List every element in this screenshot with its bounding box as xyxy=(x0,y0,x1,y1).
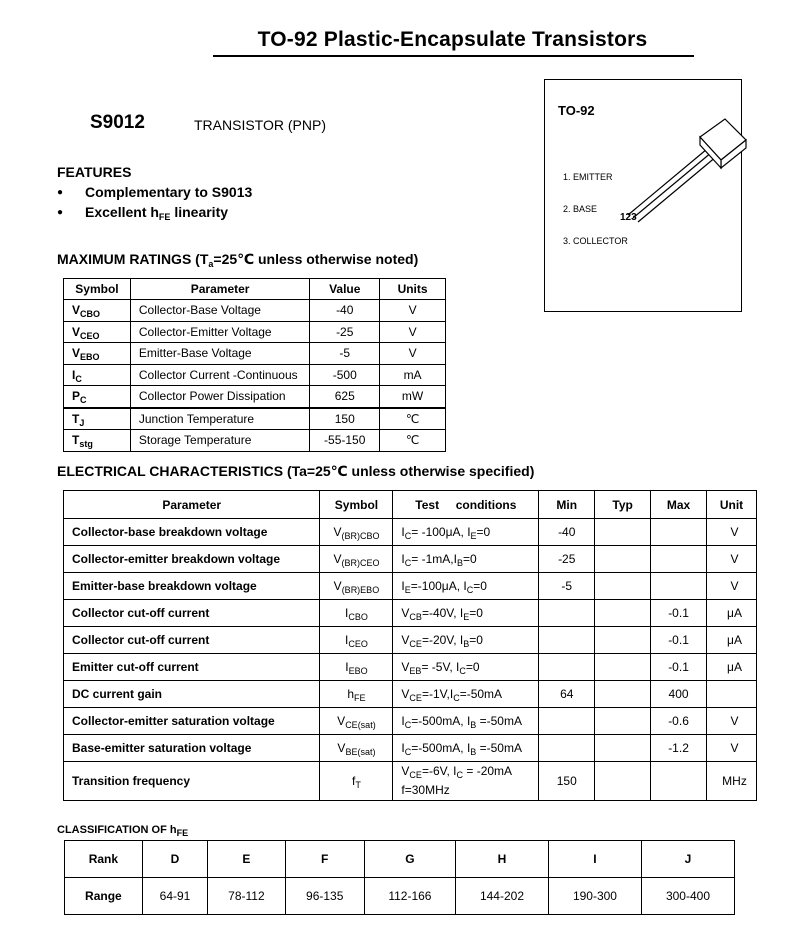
header-cell: Unit xyxy=(706,491,756,519)
rank-cell: I xyxy=(548,841,641,878)
condition-line: $V_{CE}=-6V$, $I_C = -20mA$ xyxy=(401,764,513,780)
parameter-cell: Emitter cut-off current xyxy=(64,654,320,681)
value-cell: -500 xyxy=(310,364,380,386)
table-row xyxy=(64,300,446,322)
header-cell: Parameter xyxy=(64,491,320,519)
range-cell: 78-112 xyxy=(208,878,285,915)
table-row xyxy=(64,573,757,600)
table-row xyxy=(64,735,757,762)
electrical-heading: ELECTRICAL CHARACTERISTICS (Ta=25℃ unless otherwise specified) xyxy=(57,463,535,479)
condition-line: $I_C=-500mA$, $I_B =-50mA$ xyxy=(401,713,522,730)
unit-cell: μA xyxy=(706,627,756,654)
table-row xyxy=(64,546,757,573)
symbol-cell: $T_J$ xyxy=(64,408,131,430)
typ-cell xyxy=(595,546,651,573)
feature-item xyxy=(57,204,228,220)
min-cell: -5 xyxy=(539,573,595,600)
table-row xyxy=(64,321,446,343)
unit-cell: V xyxy=(706,519,756,546)
condition-line: $V_{CE}=-1V,I_C=-50mA$ xyxy=(401,686,503,703)
typ-cell xyxy=(595,735,651,762)
feature-item xyxy=(57,184,252,200)
table-row xyxy=(64,627,757,654)
condition-cell xyxy=(393,573,539,600)
page-title: TO-92 Plastic-Encapsulate Transistors xyxy=(257,28,648,51)
typ-cell xyxy=(595,519,651,546)
table-row xyxy=(64,654,757,681)
parameter-cell: Storage Temperature xyxy=(130,430,309,452)
symbol-cell: $V_{CE(sat)}$ xyxy=(320,708,393,735)
part-description: TRANSISTOR (PNP) xyxy=(194,117,326,133)
bullet-icon: ● xyxy=(57,187,64,198)
min-cell: 64 xyxy=(539,681,595,708)
table-header-row xyxy=(64,491,757,519)
unit-cell: V xyxy=(706,573,756,600)
min-cell: -25 xyxy=(539,546,595,573)
unit-cell: V xyxy=(706,735,756,762)
pin-label-collector: 3. COLLECTOR xyxy=(563,236,628,246)
unit-cell: μA xyxy=(706,600,756,627)
header-cell: Symbol xyxy=(320,491,393,519)
min-cell xyxy=(539,600,595,627)
parameter-cell: Collector cut-off current xyxy=(64,600,320,627)
typ-cell xyxy=(595,573,651,600)
header-cell: Typ xyxy=(595,491,651,519)
header-cell: Symbol xyxy=(64,279,131,300)
parameter-cell: Collector Power Dissipation xyxy=(130,386,309,408)
parameter-cell: Emitter-Base Voltage xyxy=(130,343,309,365)
parameter-cell: Emitter-base breakdown voltage xyxy=(64,573,320,600)
symbol-cell: $f_T$ xyxy=(320,762,393,801)
parameter-cell: Collector Current -Continuous xyxy=(130,364,309,386)
rank-label: Rank xyxy=(65,841,143,878)
pin-numbers: 123 xyxy=(620,212,637,223)
table-header-row xyxy=(64,279,446,300)
header-cell: Parameter xyxy=(130,279,309,300)
min-cell xyxy=(539,654,595,681)
parameter-cell: Collector-emitter breakdown voltage xyxy=(64,546,320,573)
condition-cell xyxy=(393,681,539,708)
parameter-cell: Collector-base breakdown voltage xyxy=(64,519,320,546)
range-cell: 96-135 xyxy=(285,878,364,915)
symbol-cell: $h_{FE}$ xyxy=(320,681,393,708)
unit-cell: ℃ xyxy=(380,408,446,430)
max-cell: -0.1 xyxy=(651,600,707,627)
range-row xyxy=(65,878,735,915)
header-cell: Value xyxy=(310,279,380,300)
feature-subscript: FE xyxy=(158,212,171,222)
condition-cell xyxy=(393,600,539,627)
table-row xyxy=(64,708,757,735)
part-number: S9012 xyxy=(90,112,145,133)
symbol-cell: $V_{(BR)CEO}$ xyxy=(320,546,393,573)
package-name: TO-92 xyxy=(558,103,595,118)
feature-text-end: linearity xyxy=(170,204,229,220)
unit-cell xyxy=(706,681,756,708)
condition-cell xyxy=(393,735,539,762)
condition-line: f=30MHz xyxy=(401,783,450,797)
typ-cell xyxy=(595,681,651,708)
min-cell xyxy=(539,735,595,762)
table-row xyxy=(64,386,446,408)
max-cell: -1.2 xyxy=(651,735,707,762)
typ-cell xyxy=(595,600,651,627)
classification-table xyxy=(64,840,735,915)
rank-cell: F xyxy=(285,841,364,878)
header-cell: Min xyxy=(539,491,595,519)
rank-cell: G xyxy=(364,841,455,878)
table-row xyxy=(64,681,757,708)
bullet-icon: ● xyxy=(57,207,64,218)
symbol-cell: $I_C$ xyxy=(64,364,131,386)
symbol-cell: $V_{(BR)EBO}$ xyxy=(320,573,393,600)
symbol-cell: $V_{(BR)CBO}$ xyxy=(320,519,393,546)
rank-row xyxy=(65,841,735,878)
symbol-cell: $I_{EBO}$ xyxy=(320,654,393,681)
symbol-cell: $V_{EBO}$ xyxy=(64,343,131,365)
rank-cell: D xyxy=(142,841,207,878)
range-cell: 300-400 xyxy=(641,878,734,915)
pin-label-base: 2. BASE xyxy=(563,204,598,214)
min-cell xyxy=(539,627,595,654)
rank-cell: E xyxy=(208,841,285,878)
typ-cell xyxy=(595,654,651,681)
unit-cell: ℃ xyxy=(380,430,446,452)
classification-heading: CLASSIFICATION OF $h_{FE}$ xyxy=(57,824,189,838)
min-cell: 150 xyxy=(539,762,595,801)
parameter-cell: Collector-emitter saturation voltage xyxy=(64,708,320,735)
parameter-cell: Collector cut-off current xyxy=(64,627,320,654)
value-cell: 625 xyxy=(310,386,380,408)
unit-cell: V xyxy=(380,300,446,322)
symbol-cell: $I_{CEO}$ xyxy=(320,627,393,654)
max-cell: -0.1 xyxy=(651,627,707,654)
max-cell: -0.6 xyxy=(651,708,707,735)
max-cell xyxy=(651,762,707,801)
parameter-cell: Transition frequency xyxy=(64,762,320,801)
unit-cell: μA xyxy=(706,654,756,681)
symbol-cell: $V_{BE(sat)}$ xyxy=(320,735,393,762)
condition-line: $I_E=-100\mu A$, $I_C=0$ xyxy=(401,578,487,595)
parameter-cell: Base-emitter saturation voltage xyxy=(64,735,320,762)
pin-label-emitter: 1. EMITTER xyxy=(563,172,613,182)
condition-cell xyxy=(393,627,539,654)
parameter-cell: DC current gain xyxy=(64,681,320,708)
condition-line: $I_C= -1mA,I_B=0$ xyxy=(401,551,477,568)
unit-cell: V xyxy=(380,343,446,365)
min-cell: -40 xyxy=(539,519,595,546)
typ-cell xyxy=(595,762,651,801)
table-row xyxy=(64,343,446,365)
range-cell: 112-166 xyxy=(364,878,455,915)
value-cell: 150 xyxy=(310,408,380,430)
condition-line: $I_C=-500mA$, $I_B =-50mA$ xyxy=(401,740,522,757)
unit-cell: mA xyxy=(380,364,446,386)
unit-cell: MHz xyxy=(706,762,756,801)
symbol-cell: $V_{CBO}$ xyxy=(64,300,131,322)
electrical-table xyxy=(63,490,757,801)
value-cell: -25 xyxy=(310,321,380,343)
table-row xyxy=(64,762,757,801)
condition-cell xyxy=(393,519,539,546)
max-cell: -0.1 xyxy=(651,654,707,681)
value-cell: -5 xyxy=(310,343,380,365)
max-cell xyxy=(651,546,707,573)
max-cell xyxy=(651,519,707,546)
header-cell: Units xyxy=(380,279,446,300)
unit-cell: V xyxy=(706,546,756,573)
symbol-cell: $I_{CBO}$ xyxy=(320,600,393,627)
title-underline xyxy=(213,55,694,57)
value-cell: -55-150 xyxy=(310,430,380,452)
max-cell xyxy=(651,573,707,600)
condition-cell xyxy=(393,762,539,801)
value-cell: -40 xyxy=(310,300,380,322)
feature-text: Complementary to S9013 xyxy=(85,184,253,200)
condition-cell xyxy=(393,654,539,681)
header-cell: Max xyxy=(651,491,707,519)
range-cell: 190-300 xyxy=(548,878,641,915)
condition-line: $V_{CE}=-20V$, $I_B=0$ xyxy=(401,632,483,649)
condition-cell xyxy=(393,708,539,735)
max-cell: 400 xyxy=(651,681,707,708)
symbol-cell: $T_{stg}$ xyxy=(64,430,131,452)
unit-cell: V xyxy=(380,321,446,343)
condition-line: $V_{CB}=-40V$, $I_E=0$ xyxy=(401,605,483,622)
range-cell: 144-202 xyxy=(455,878,548,915)
condition-line: $V_{EB}= -5V$, $I_C=0$ xyxy=(401,659,480,676)
max-ratings-table xyxy=(63,278,446,452)
typ-cell xyxy=(595,708,651,735)
parameter-cell: Junction Temperature xyxy=(130,408,309,430)
table-row xyxy=(64,408,446,430)
min-cell xyxy=(539,708,595,735)
table-row xyxy=(64,519,757,546)
range-cell: 64-91 xyxy=(142,878,207,915)
max-ratings-heading: MAXIMUM RATINGS ($T_a=25℃$ unless otherwise noted) xyxy=(57,251,419,269)
condition-cell xyxy=(393,546,539,573)
feature-text: Excellent h xyxy=(85,204,159,220)
features-heading: FEATURES xyxy=(57,164,132,180)
parameter-cell: Collector-Emitter Voltage xyxy=(130,321,309,343)
range-label: Range xyxy=(65,878,143,915)
header-cell: Test conditions xyxy=(393,491,539,519)
unit-cell: V xyxy=(706,708,756,735)
symbol-cell: $V_{CEO}$ xyxy=(64,321,131,343)
to92-package-icon xyxy=(600,112,750,232)
condition-line: $I_C= -100\mu A$, $I_E=0$ xyxy=(401,524,491,541)
table-row xyxy=(64,364,446,386)
table-row xyxy=(64,600,757,627)
table-row xyxy=(64,430,446,452)
rank-cell: J xyxy=(641,841,734,878)
parameter-cell: Collector-Base Voltage xyxy=(130,300,309,322)
typ-cell xyxy=(595,627,651,654)
symbol-cell: $P_C$ xyxy=(64,386,131,408)
unit-cell: mW xyxy=(380,386,446,408)
rank-cell: H xyxy=(455,841,548,878)
